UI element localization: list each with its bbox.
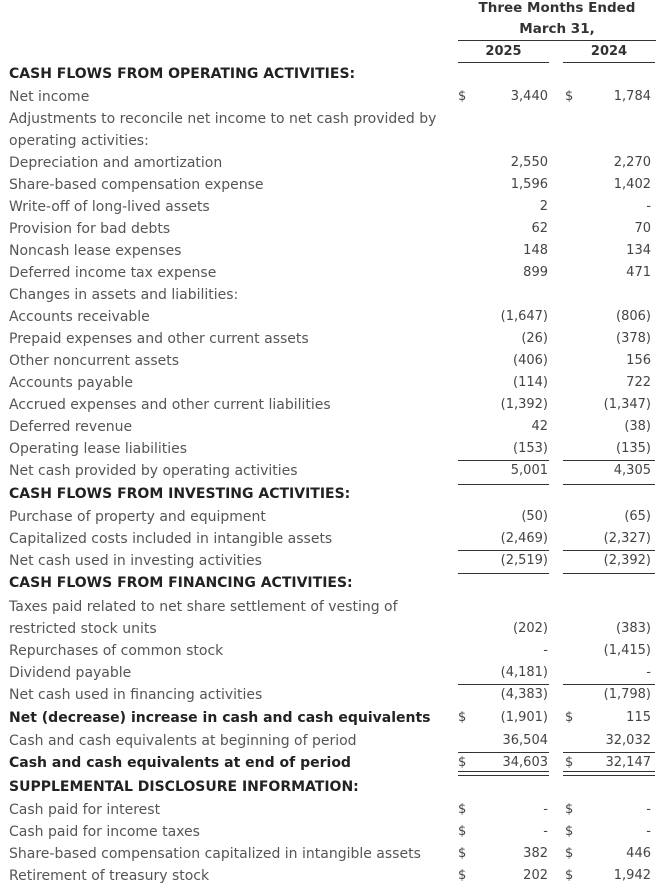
statement-row — [0, 843, 657, 865]
statement-row — [0, 372, 657, 394]
value-2024: 4,305 — [613, 463, 651, 478]
statement-row — [0, 640, 657, 662]
statement-row — [0, 196, 657, 218]
section-heading: CASH FLOWS FROM INVESTING ACTIVITIES: — [9, 486, 351, 502]
currency-symbol: $ — [565, 802, 574, 817]
row-label: Write-off of long-lived assets — [9, 199, 210, 215]
value-2024: (1,798) — [603, 687, 651, 702]
value-2025: 899 — [523, 265, 548, 280]
section-heading: CASH FLOWS FROM FINANCING ACTIVITIES: — [9, 575, 353, 591]
statement-row — [0, 284, 657, 306]
statement-row — [0, 752, 657, 774]
row-label: Noncash lease expenses — [9, 243, 182, 259]
value-2024: 1,784 — [613, 89, 651, 104]
currency-symbol: $ — [458, 824, 467, 839]
subtotal-rule — [458, 484, 549, 485]
value-2025: (4,383) — [500, 687, 548, 702]
value-2024: 32,147 — [605, 755, 651, 770]
row-label: Deferred revenue — [9, 419, 133, 435]
row-label: Changes in assets and liabilities: — [9, 287, 239, 303]
statement-row — [0, 730, 657, 752]
value-2024: (1,347) — [603, 397, 651, 412]
value-2024: 156 — [626, 353, 651, 368]
value-2025: - — [543, 643, 548, 658]
row-label: Share-based compensation expense — [9, 177, 264, 193]
statement-row — [0, 108, 657, 130]
statement-row — [0, 218, 657, 240]
subtotal-rule — [458, 573, 549, 574]
section-heading: CASH FLOWS FROM OPERATING ACTIVITIES: — [9, 66, 356, 82]
value-2024: 32,032 — [605, 733, 651, 748]
value-2025: 1,596 — [510, 177, 548, 192]
statement-row — [0, 460, 657, 482]
value-2025: 382 — [523, 846, 548, 861]
value-2025: (50) — [521, 509, 548, 524]
value-2025: 34,603 — [502, 755, 548, 770]
subtotal-rule — [563, 573, 655, 574]
value-2025: (1,901) — [500, 710, 548, 725]
period-header-line2: March 31, — [519, 21, 595, 37]
currency-symbol: $ — [565, 868, 574, 883]
value-2024: (38) — [624, 419, 651, 434]
value-2024: 2,270 — [613, 155, 651, 170]
row-label: Accounts receivable — [9, 309, 150, 325]
row-label: Taxes paid related to net share settlement of vesting of — [9, 599, 398, 615]
value-2024: - — [646, 824, 651, 839]
statement-row — [0, 528, 657, 550]
value-2025: - — [543, 824, 548, 839]
row-label: Net cash used in investing activities — [9, 553, 262, 569]
value-2024: (2,392) — [603, 553, 651, 568]
row-label: Provision for bad debts — [9, 221, 171, 237]
value-2025: (114) — [513, 375, 548, 390]
statement-row — [0, 63, 657, 85]
value-2024: - — [646, 199, 651, 214]
value-2024: (378) — [616, 331, 651, 346]
row-label: Cash and cash equivalents at end of period — [9, 755, 351, 771]
value-2025: - — [543, 802, 548, 817]
value-2025: 5,001 — [510, 463, 548, 478]
row-label: Cash paid for interest — [9, 802, 161, 818]
row-label: Accrued expenses and other current liabilities — [9, 397, 331, 413]
value-2024: (1,415) — [603, 643, 651, 658]
column-header-2025: 2025 — [485, 44, 522, 59]
value-2025: (26) — [521, 331, 548, 346]
statement-row — [0, 684, 657, 706]
subtotal-rule — [563, 752, 655, 753]
statement-row — [0, 550, 657, 572]
period-header-rule — [458, 40, 656, 41]
row-label: Other noncurrent assets — [9, 353, 180, 369]
value-2025: 42 — [531, 419, 548, 434]
value-2024: (806) — [616, 309, 651, 324]
row-label: Dividend payable — [9, 665, 132, 681]
subtotal-rule — [563, 460, 655, 461]
value-2024: (383) — [616, 621, 651, 636]
statement-row — [0, 416, 657, 438]
statement-row — [0, 618, 657, 640]
subtotal-rule — [563, 484, 655, 485]
value-2025: (1,647) — [500, 309, 548, 324]
row-label: Net (decrease) increase in cash and cash equivalents — [9, 710, 431, 726]
value-2024: 471 — [626, 265, 651, 280]
statement-row — [0, 707, 657, 729]
statement-row — [0, 483, 657, 505]
column-header-2024: 2024 — [590, 44, 628, 59]
value-2024: 722 — [626, 375, 651, 390]
statement-row — [0, 799, 657, 821]
currency-symbol: $ — [458, 846, 467, 861]
row-label: Purchase of property and equipment — [9, 509, 266, 525]
value-2025: (2,519) — [500, 553, 548, 568]
row-label: Adjustments to reconcile net income to net cash provided by — [9, 111, 437, 127]
value-2025: (153) — [513, 441, 548, 456]
value-2024: 1,402 — [613, 177, 651, 192]
value-2025: 148 — [523, 243, 548, 258]
statement-row — [0, 662, 657, 684]
subtotal-rule — [458, 684, 549, 685]
statement-row — [0, 306, 657, 328]
statement-row — [0, 821, 657, 843]
value-2025: 3,440 — [510, 89, 548, 104]
value-2025: 202 — [523, 868, 548, 883]
row-label: Capitalized costs included in intangible assets — [9, 531, 333, 547]
row-label: operating activities: — [9, 133, 149, 149]
value-2024: 134 — [626, 243, 651, 258]
value-2025: (202) — [513, 621, 548, 636]
currency-symbol: $ — [458, 755, 467, 770]
statement-row — [0, 438, 657, 460]
value-2025: 62 — [531, 221, 548, 236]
row-label: Net cash provided by operating activities — [9, 463, 298, 479]
total-double-rule — [563, 771, 655, 776]
row-label: Operating lease liabilities — [9, 441, 188, 457]
value-2025: (4,181) — [500, 665, 548, 680]
value-2024: (65) — [624, 509, 651, 524]
statement-row — [0, 152, 657, 174]
subtotal-rule — [563, 684, 655, 685]
subtotal-rule — [458, 460, 549, 461]
currency-symbol: $ — [565, 824, 574, 839]
statement-row — [0, 350, 657, 372]
value-2024: - — [646, 665, 651, 680]
statement-row — [0, 596, 657, 618]
row-label: Retirement of treasury stock — [9, 868, 210, 884]
currency-symbol: $ — [565, 755, 574, 770]
value-2025: 36,504 — [502, 733, 548, 748]
value-2024: - — [646, 802, 651, 817]
value-2025: 2 — [539, 199, 548, 214]
total-double-rule — [458, 771, 549, 776]
value-2024: (135) — [616, 441, 651, 456]
statement-row — [0, 174, 657, 196]
row-label: Repurchases of common stock — [9, 643, 224, 659]
statement-row — [0, 262, 657, 284]
row-label: Prepaid expenses and other current assets — [9, 331, 309, 347]
row-label: Net income — [9, 89, 90, 105]
statement-row — [0, 506, 657, 528]
currency-symbol: $ — [458, 710, 467, 725]
value-2024: (2,327) — [603, 531, 651, 546]
subtotal-rule — [563, 550, 655, 551]
currency-symbol: $ — [458, 802, 467, 817]
currency-symbol: $ — [565, 89, 574, 104]
statement-row — [0, 240, 657, 262]
statement-row — [0, 865, 657, 887]
row-label: Cash and cash equivalents at beginning of period — [9, 733, 357, 749]
value-2024: 1,942 — [613, 868, 651, 883]
row-label: Depreciation and amortization — [9, 155, 223, 171]
row-label: Deferred income tax expense — [9, 265, 217, 281]
currency-symbol: $ — [458, 868, 467, 883]
value-2025: (406) — [513, 353, 548, 368]
row-label: Accounts payable — [9, 375, 133, 391]
value-2025: (2,469) — [500, 531, 548, 546]
statement-row — [0, 86, 657, 108]
statement-row — [0, 776, 657, 798]
currency-symbol: $ — [565, 846, 574, 861]
value-2024: 115 — [626, 710, 651, 725]
row-label: Cash paid for income taxes — [9, 824, 200, 840]
statement-row — [0, 328, 657, 350]
statement-row — [0, 572, 657, 594]
statement-row — [0, 394, 657, 416]
subtotal-rule — [458, 752, 549, 753]
currency-symbol: $ — [458, 89, 467, 104]
section-heading: SUPPLEMENTAL DISCLOSURE INFORMATION: — [9, 779, 359, 795]
value-2025: 2,550 — [510, 155, 548, 170]
row-label: Share-based compensation capitalized in intangible assets — [9, 846, 421, 862]
subtotal-rule — [458, 550, 549, 551]
row-label: Net cash used in financing activities — [9, 687, 263, 703]
statement-row — [0, 130, 657, 152]
value-2024: 446 — [626, 846, 651, 861]
value-2025: (1,392) — [500, 397, 548, 412]
value-2024: 70 — [634, 221, 651, 236]
currency-symbol: $ — [565, 710, 574, 725]
row-label: restricted stock units — [9, 621, 157, 637]
period-header-line1: Three Months Ended — [478, 0, 636, 16]
